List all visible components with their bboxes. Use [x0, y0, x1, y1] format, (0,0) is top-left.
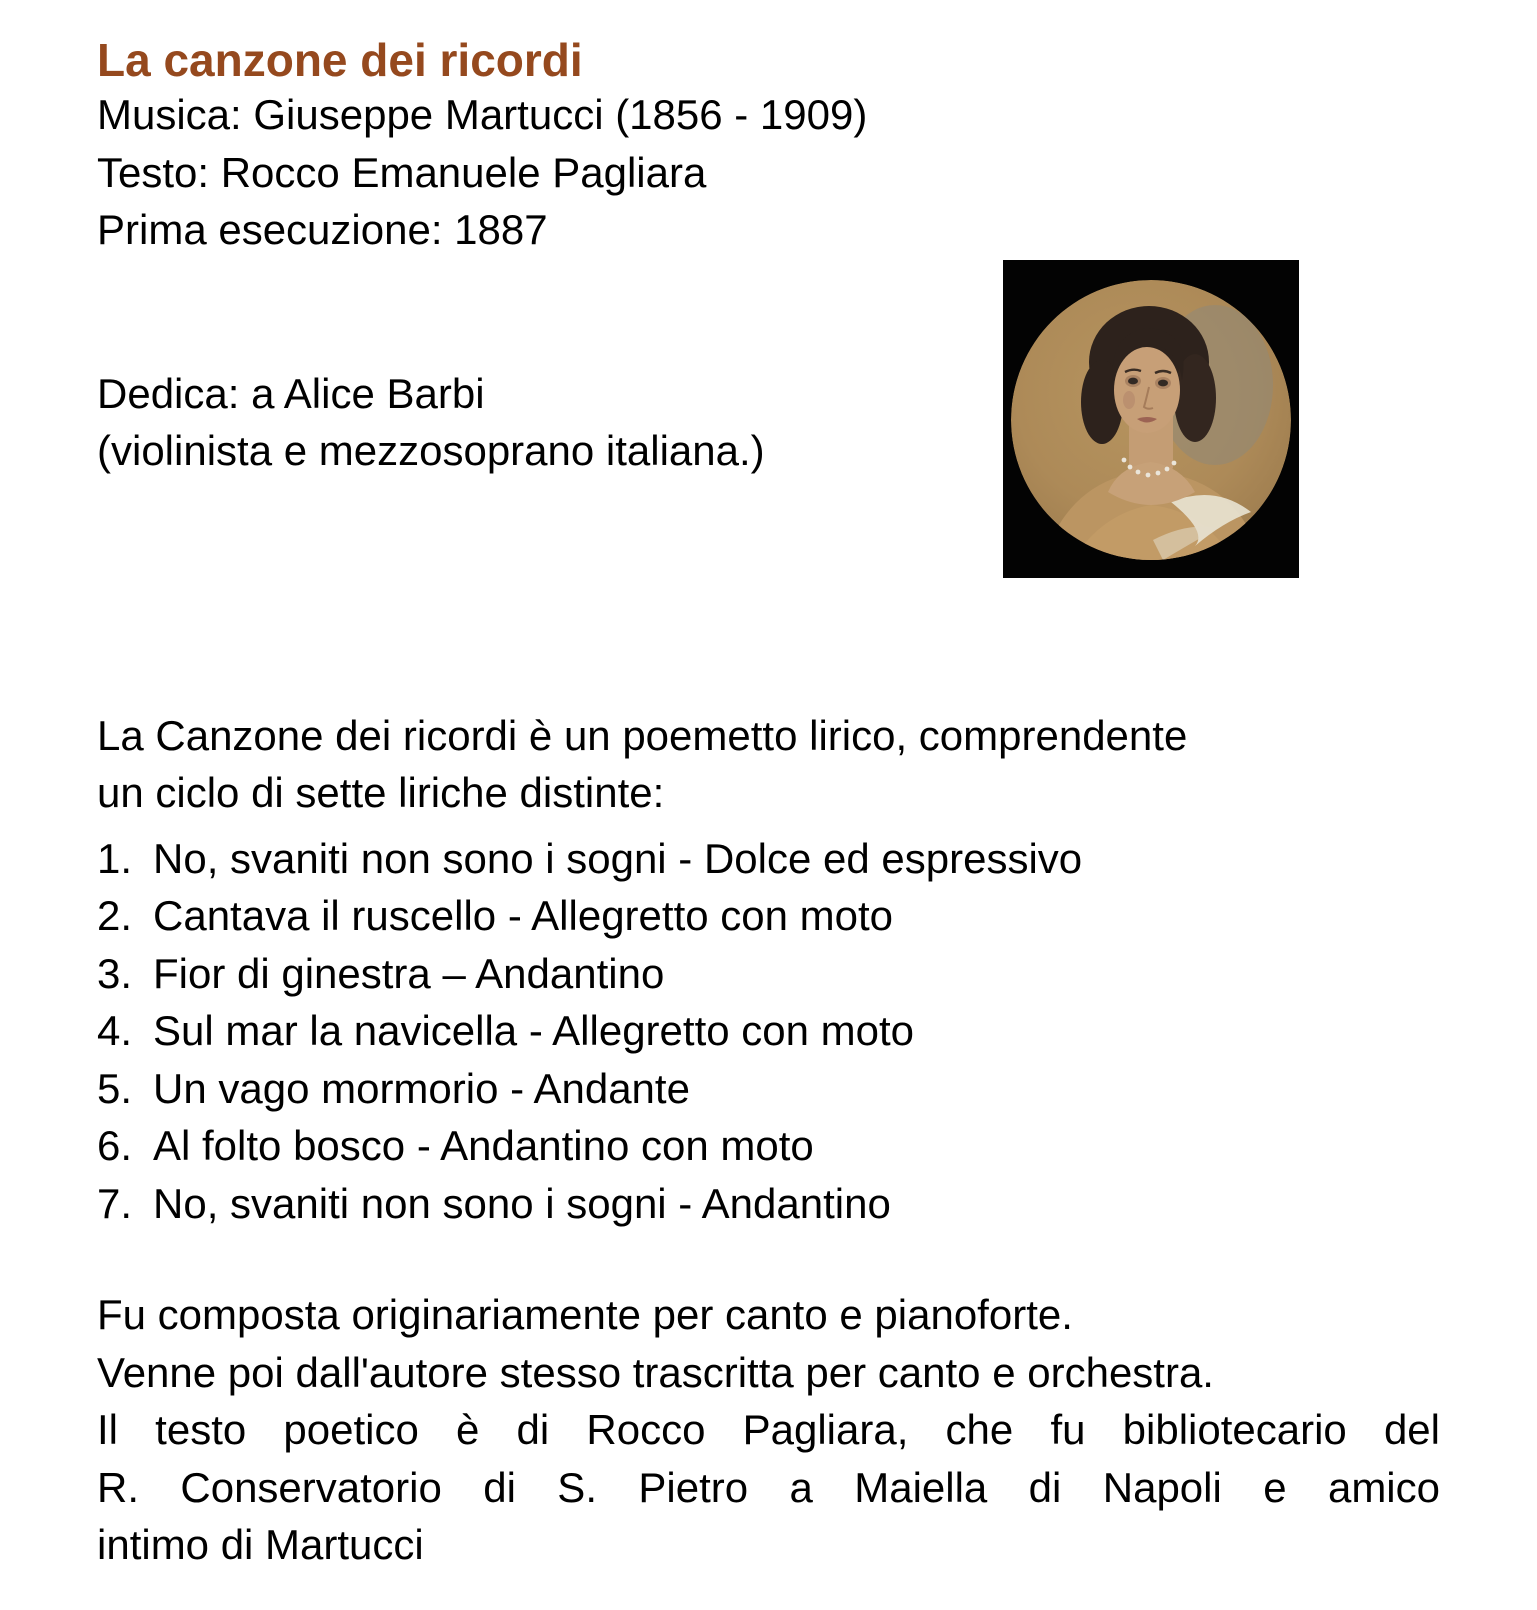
list-item — [97, 1002, 1440, 1060]
closing-line: Venne poi dall'autore stesso trascritta per canto e orchestra. — [97, 1348, 1214, 1396]
text-credit-line: Testo: Rocco Emanuele Pagliara — [97, 148, 707, 196]
list-item — [97, 887, 1440, 945]
list-item-text: No, svaniti non sono i sogni - Andantino — [153, 1179, 891, 1227]
list-item-text: Fior di ginestra – Andantino — [153, 949, 665, 997]
song-list — [97, 830, 1440, 1233]
list-item-number: 3. — [97, 949, 133, 997]
list-item — [97, 1117, 1440, 1175]
list-item-text: Al folto bosco - Andantino con moto — [153, 1122, 814, 1169]
closing-line: R. Conservatorio di S. Pietro a Maiella di Napoli e amico — [97, 1463, 1440, 1511]
list-item-text: Cantava il ruscello - Allegretto con moto — [153, 892, 894, 939]
music-credit-line: Musica: Giuseppe Martucci (1856 - 1909) — [97, 91, 868, 138]
list-item-number: 5. — [97, 1064, 133, 1112]
list-item-text: No, svaniti non sono i sogni - Dolce ed espressivo — [153, 834, 1083, 882]
header-block — [97, 86, 1440, 259]
page-title: La canzone dei ricordi — [97, 34, 583, 86]
dedication-line: Dedica: a Alice Barbi — [97, 369, 485, 417]
list-item-number: 1. — [97, 834, 133, 882]
dedication-subline: (violinista e mezzosoprano italiana.) — [97, 427, 765, 474]
list-item — [97, 1060, 1440, 1118]
closing-paragraph — [97, 1286, 1440, 1574]
intro-line: La Canzone dei ricordi è un poemetto lirico, comprendente — [97, 711, 1188, 759]
list-item — [97, 1175, 1440, 1233]
list-item-text: Un vago mormorio - Andante — [153, 1064, 690, 1112]
portrait-image — [1003, 260, 1299, 578]
intro-line: un ciclo di sette liriche distinte: — [97, 769, 665, 816]
list-item-number: 4. — [97, 1007, 133, 1054]
portrait-of-alice-barbi-icon — [1003, 260, 1299, 578]
list-item — [97, 945, 1440, 1003]
closing-line: Fu composta originariamente per canto e pianoforte. — [97, 1291, 1073, 1338]
premiere-line: Prima esecuzione: 1887 — [97, 206, 548, 253]
intro-paragraph — [97, 707, 1440, 822]
list-item — [97, 830, 1440, 888]
closing-line: Il testo poetico è di Rocco Pagliara, che fu bibliotecario del — [97, 1406, 1440, 1453]
closing-line: intimo di Martucci — [97, 1521, 424, 1568]
list-item-number: 2. — [97, 892, 133, 939]
list-item-number: 7. — [97, 1179, 133, 1227]
list-item-text: Sul mar la navicella - Allegretto con moto — [153, 1007, 915, 1054]
list-item-number: 6. — [97, 1122, 133, 1169]
